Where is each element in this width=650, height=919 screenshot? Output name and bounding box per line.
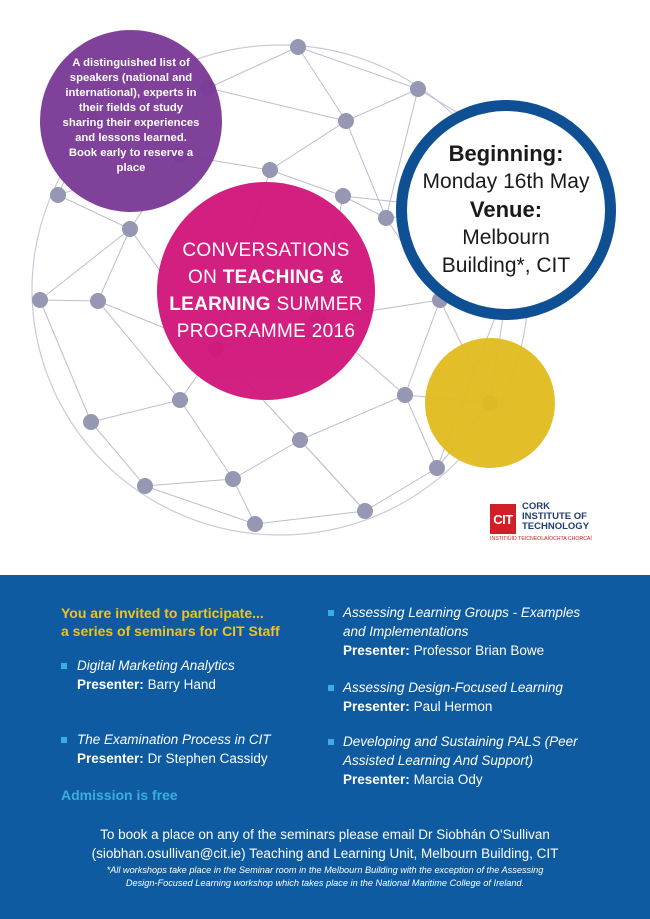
network-edge bbox=[208, 47, 298, 88]
network-edge bbox=[180, 400, 233, 479]
bullet-icon bbox=[328, 739, 334, 745]
presenter-label: Presenter: bbox=[77, 677, 144, 692]
network-node bbox=[338, 113, 354, 129]
network-node bbox=[378, 210, 394, 226]
network-node bbox=[137, 478, 153, 494]
venue-line-1: Melbourn bbox=[462, 226, 550, 249]
programme-title-circle bbox=[157, 182, 375, 400]
network-edge bbox=[40, 300, 98, 301]
network-edge bbox=[346, 121, 386, 218]
invite-line-1: You are invited to participate... bbox=[61, 605, 264, 621]
presenter-name: Marcia Ody bbox=[413, 772, 483, 787]
network-edge bbox=[40, 300, 91, 422]
network-edge bbox=[300, 395, 405, 440]
venue-footnote bbox=[60, 864, 590, 889]
title-line-2b: TEACHING & bbox=[222, 267, 344, 288]
network-edge bbox=[145, 479, 233, 486]
seminar-item bbox=[77, 730, 271, 768]
network-node bbox=[225, 471, 241, 487]
presenter-label: Presenter: bbox=[77, 751, 144, 766]
network-edge bbox=[208, 88, 346, 121]
title-line-4: PROGRAMME 2016 bbox=[176, 321, 356, 342]
network-edge bbox=[98, 229, 130, 301]
invite-heading bbox=[61, 604, 280, 640]
network-edge bbox=[255, 511, 365, 524]
bullet-icon bbox=[61, 663, 67, 669]
bullet-icon bbox=[328, 685, 334, 691]
network-node bbox=[292, 432, 308, 448]
logo-name-line-3: TECHNOLOGY bbox=[522, 521, 590, 532]
logo-name-line-1: CORK bbox=[522, 501, 550, 512]
presenter-name: Professor Brian Bowe bbox=[413, 643, 545, 658]
network-node bbox=[172, 392, 188, 408]
network-node bbox=[122, 221, 138, 237]
booking-line-2: (siobhan.osullivan@cit.ie) Teaching and Learning Unit, Melbourn Building, CIT bbox=[91, 846, 559, 861]
seminar-title: Digital Marketing Analytics bbox=[77, 658, 235, 673]
title-line-2a: ON bbox=[188, 267, 218, 288]
seminar-presenter bbox=[343, 697, 563, 716]
cit-logo-irish-name: INSTITIÚID TEICNEOLAÍOCHTA CHORCAÍ bbox=[490, 536, 592, 542]
network-node bbox=[397, 387, 413, 403]
seminar-item bbox=[343, 678, 563, 716]
event-details-circle bbox=[396, 100, 616, 320]
seminar-item bbox=[343, 732, 578, 789]
network-node bbox=[32, 292, 48, 308]
network-edge bbox=[298, 47, 418, 89]
network-node bbox=[410, 81, 426, 97]
cit-logo-mark: CIT bbox=[490, 504, 516, 534]
title-line-1: CONVERSATIONS bbox=[182, 240, 350, 261]
footnote-line-1: *All workshops take place in the Seminar room in the Melbourn Building with the exception of the Assessing bbox=[106, 865, 544, 875]
title-line-3 bbox=[166, 291, 366, 318]
network-edge bbox=[300, 440, 365, 511]
network-edge bbox=[233, 440, 300, 479]
yellow-accent-circle bbox=[425, 338, 555, 468]
seminar-title-line-2: and Implementations bbox=[343, 624, 469, 639]
seminar-title: The Examination Process in CIT bbox=[77, 732, 271, 747]
network-edge bbox=[298, 47, 346, 121]
booking-line-1: To book a place on any of the seminars please email Dr Siobhán O'Sullivan bbox=[100, 827, 550, 842]
presenter-label: Presenter: bbox=[343, 699, 410, 714]
bullet-icon bbox=[61, 737, 67, 743]
network-node bbox=[357, 503, 373, 519]
speakers-info-text: A distinguished list of speakers (national and international), experts in their fields of study sharing their experiences and lessons learned. Book early to reserve a place bbox=[62, 57, 200, 174]
presenter-name: Paul Hermon bbox=[413, 699, 493, 714]
network-edge bbox=[346, 89, 418, 121]
booking-info bbox=[30, 825, 620, 863]
presenter-name: Dr Stephen Cassidy bbox=[147, 751, 268, 766]
venue-label: Venue: bbox=[469, 197, 543, 222]
seminar-item bbox=[343, 603, 580, 660]
beginning-date: Monday 16th May bbox=[422, 170, 590, 193]
speakers-info-circle bbox=[40, 30, 222, 212]
bullet-icon bbox=[328, 610, 334, 616]
seminar-presenter bbox=[343, 770, 578, 789]
logo-name-line-2: INSTITUTE OF bbox=[522, 511, 587, 522]
cit-logo-name bbox=[522, 502, 626, 532]
seminar-title-line-1: Assessing Learning Groups - Examples bbox=[343, 605, 581, 620]
admission-note: Admission is free bbox=[61, 787, 178, 803]
network-node bbox=[50, 187, 66, 203]
seminar-panel bbox=[0, 575, 650, 919]
beginning-label: Beginning: bbox=[448, 141, 564, 166]
seminar-presenter bbox=[77, 675, 235, 694]
seminar-title: Assessing Design-Focused Learning bbox=[343, 680, 563, 695]
invite-line-2: a series of seminars for CIT Staff bbox=[61, 623, 280, 639]
seminar-item bbox=[77, 656, 235, 694]
title-line-3a: LEARNING bbox=[169, 294, 271, 315]
network-node bbox=[90, 293, 106, 309]
network-edge bbox=[40, 229, 130, 300]
title-line-2 bbox=[166, 264, 366, 291]
network-node bbox=[335, 188, 351, 204]
network-node bbox=[83, 414, 99, 430]
network-edge bbox=[91, 422, 145, 486]
cit-logo bbox=[486, 500, 626, 548]
network-edge bbox=[270, 121, 346, 170]
presenter-label: Presenter: bbox=[343, 772, 410, 787]
presenter-name: Barry Hand bbox=[147, 677, 216, 692]
programme-title bbox=[166, 237, 366, 345]
network-node bbox=[429, 460, 445, 476]
network-node bbox=[262, 162, 278, 178]
venue-line-2: Building*, CIT bbox=[441, 254, 571, 277]
seminar-presenter bbox=[77, 749, 271, 768]
footnote-line-2: Design-Focused Learning workshop which takes place in the National Maritime College of Ireland. bbox=[125, 877, 525, 888]
title-line-3b: SUMMER bbox=[276, 294, 363, 315]
network-node bbox=[290, 39, 306, 55]
seminar-title-line-1: Developing and Sustaining PALS (Peer bbox=[343, 734, 578, 749]
presenter-label: Presenter: bbox=[343, 643, 410, 658]
network-edge bbox=[91, 400, 180, 422]
seminar-title-line-2: Assisted Learning And Support) bbox=[343, 753, 534, 768]
seminar-presenter bbox=[343, 641, 580, 660]
network-node bbox=[247, 516, 263, 532]
